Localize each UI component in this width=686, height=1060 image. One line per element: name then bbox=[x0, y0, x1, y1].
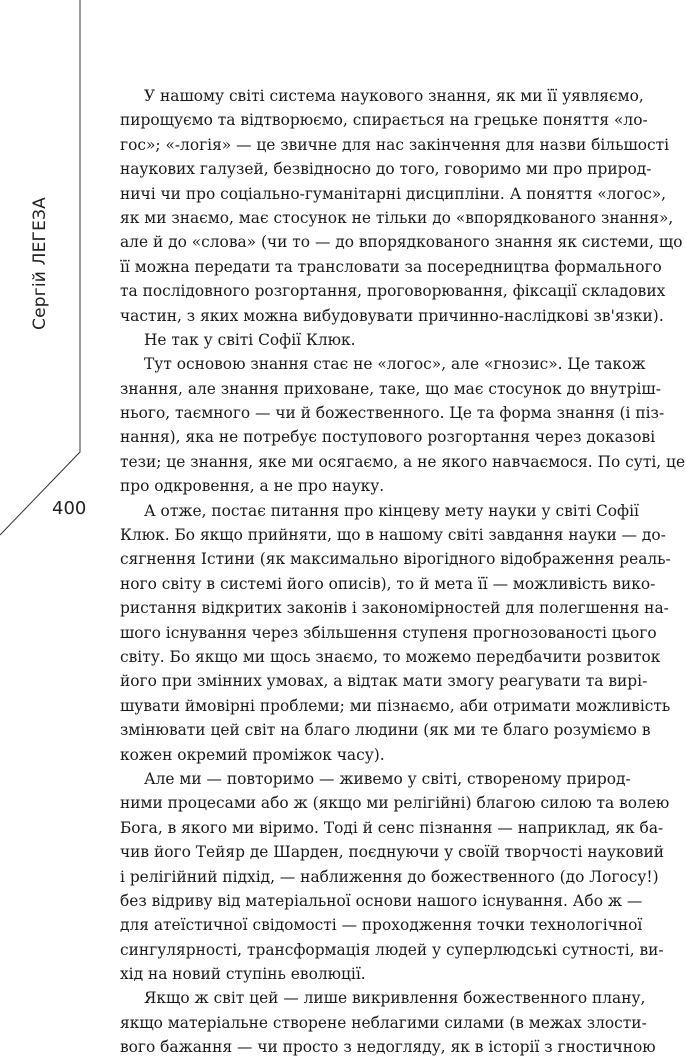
text-line: без відриву від матеріальної основи нашого існування. Або ж — bbox=[120, 891, 643, 910]
text-line: якщо матеріальне створене неблагими силами (в межах злости- bbox=[120, 1013, 647, 1032]
text-line: У нашому світі система наукового знання, як ми її уявляємо, bbox=[144, 87, 644, 105]
text-line: і релігійний підхід, — наближення до божественного (до Логосу!) bbox=[120, 867, 659, 886]
text-line: нання), яка не потребує поступового розгортання через доказові bbox=[120, 428, 656, 447]
text-line: ничі чи про соціально-гуманітарні дисципліни. А поняття «логос», bbox=[120, 184, 667, 203]
text-line: кожен окремий проміжок часу). bbox=[120, 745, 385, 764]
text-line: Бога, в якого ми віримо. Тоді й сенс пізнання — наприклад, як ба- bbox=[120, 818, 664, 837]
text-line: але й до «слова» (чи то — до впорядкованого знання як системи, що bbox=[120, 233, 683, 252]
text-line: гос»; «-логія» — це звичне для нас закінчення для назви більшості bbox=[120, 135, 670, 154]
text-line: про одкровення, а не про науку. bbox=[120, 477, 385, 496]
text-line: наукових галузей, безвідносно до того, говоримо ми про природ- bbox=[120, 160, 652, 179]
text-line: хід на новий ступінь еволюції. bbox=[120, 965, 366, 984]
text-line: світу. Бо якщо ми щось знаємо, то можемо передбачити розвиток bbox=[120, 647, 661, 666]
text-line: сягнення Істини (як максимально вірогідного відображення реаль- bbox=[120, 550, 671, 569]
text-line: шувати ймовірні проблеми; ми пізнаємо, аби отримати можливість bbox=[120, 696, 671, 715]
running-head-text: Сергій ЛЕГЕЗА bbox=[30, 197, 50, 330]
text-line: сингулярності, трансформація людей у суперлюдські сутності, ви- bbox=[120, 940, 664, 959]
text-line: ного світу в системі його описів), то й мета її — можливість вико- bbox=[120, 574, 656, 593]
text-line: для атеїстичної свідомості — проходження точки технологічної bbox=[120, 916, 643, 935]
text-line: його при змінних умовах, а відтак мати змогу реагувати та вирі- bbox=[120, 672, 648, 691]
text-line: її можна передати та трансловати за посередництва формального bbox=[120, 257, 662, 276]
text-line: Не так у світі Софії Клюк. bbox=[144, 330, 356, 349]
text-line: Тут основою знання стає не «логос», але «гнозис». Це також bbox=[144, 355, 646, 374]
text-line: Але ми — повторимо — живемо у світі, створеному природ- bbox=[144, 769, 631, 788]
text-line: тези; це знання, яке ми осягаємо, а не якого навчаємося. По суті, це bbox=[120, 452, 686, 471]
text-line: змінювати цей світ на благо людини (як ми те благо розуміємо в bbox=[120, 721, 651, 740]
text-line: шого існування через збільшення ступеня прогнозованості цього bbox=[120, 623, 657, 642]
text-line: частин, з яких можна вибудовувати причинно-наслідкові зв'язки). bbox=[120, 306, 664, 325]
text-line: ними процесами або ж (якщо ми релігійні) благою силою та волею bbox=[120, 794, 670, 813]
text-line: Якщо ж світ цей — лише викривлення божественного плану, bbox=[144, 989, 646, 1008]
text-line: як ми знаємо, має стосунок не тільки до «впорядкованого знання», bbox=[120, 208, 674, 227]
text-line: чив його Тейяр де Шарден, поєднуючи у своїй творчості науковий bbox=[120, 843, 664, 862]
body-text bbox=[120, 84, 686, 1060]
page-number: 400 bbox=[52, 498, 87, 519]
text-line: та послідовного розгортання, проговорювання, фіксації складових bbox=[120, 282, 666, 301]
text-line: вого бажання — чи просто з недогляду, як в історії з гностичною bbox=[120, 1038, 656, 1057]
text-line: А отже, постає питання про кінцеву мету науки у світі Софії bbox=[144, 501, 639, 520]
text-line: нього, таємного — чи й божественного. Це та форма знання (і піз- bbox=[120, 404, 665, 423]
text-line: Клюк. Бо якщо прийняти, що в нашому світі завдання науки — до- bbox=[120, 526, 666, 545]
text-line: ристання відкритих законів і закономірностей для полегшення на- bbox=[120, 599, 669, 618]
text-line: пирощуємо та відтворюємо, спирається на грецьке поняття «ло- bbox=[120, 111, 648, 130]
text-line: знання, але знання приховане, таке, що має стосунок до внутріш- bbox=[120, 379, 661, 398]
running-head bbox=[30, 197, 54, 354]
